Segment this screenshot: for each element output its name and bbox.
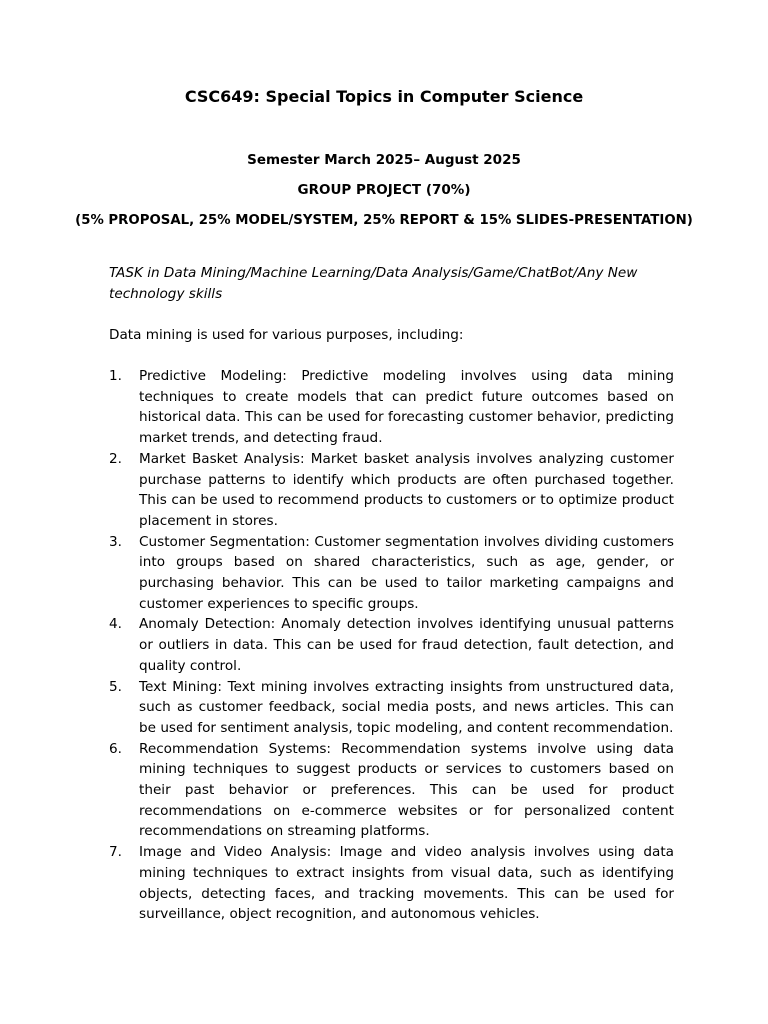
list-item: [109, 532, 674, 615]
project-line: GROUP PROJECT (70%): [297, 182, 471, 198]
list-item-text: Text Mining: Text mining involves extracting insights from unstructured data, such as customer feedback, social media posts, and news articles. This can be used for sentiment analysis, topic modeling, and content recommendation.: [139, 678, 674, 736]
list-item: [109, 366, 674, 449]
semester-line: Semester March 2025– August 2025: [247, 152, 521, 168]
list-item-number: 7.: [109, 844, 122, 861]
list-item-text: Image and Video Analysis: Image and video analysis involves using data mining techniques to extract insights from visual data, such as identifying objects, detecting faces, and tracking movements. This can be used for surveillance, object recognition, and autonomous vehicles.: [139, 844, 674, 923]
purpose-list: [109, 366, 674, 925]
list-item: [109, 677, 674, 739]
list-item-text: Customer Segmentation: Customer segmentation involves dividing customers into groups based on shared characteristics, such as age, gender, or purchasing behavior. This can be used to tailor marketing campaigns and customer experiences to specific groups.: [139, 533, 674, 612]
course-title: CSC649: Special Topics in Computer Science: [184, 87, 584, 106]
grading-breakdown: (5% PROPOSAL, 25% MODEL/SYSTEM, 25% REPORT & 15% SLIDES-PRESENTATION): [75, 213, 693, 228]
list-item-number: 5.: [109, 678, 122, 695]
list-item-text: Market Basket Analysis: Market basket analysis involves analyzing customer purchase patterns to identify which products are often purchased together. This can be used to recommend products to customers or to optimize product placement in stores.: [139, 450, 674, 529]
list-item-number: 1.: [109, 368, 122, 384]
list-item-number: 2.: [109, 450, 122, 467]
list-item: [109, 842, 674, 925]
intro-paragraph: Data mining is used for various purposes, including:: [109, 327, 464, 343]
list-item-text: Predictive Modeling: Predictive modeling involves using data mining techniques to create models that can predict future outcomes based on historical data. This can be used for forecasting customer behavior, predicting market trends, and detecting fraud.: [139, 368, 674, 447]
list-item: [109, 739, 674, 843]
list-item-number: 6.: [109, 740, 122, 757]
list-item: [109, 614, 674, 676]
list-item-number: 3.: [109, 533, 122, 550]
list-item-text: Recommendation Systems: Recommendation systems involve using data mining techniques to suggest products or services to customers based on their past behavior or preferences. This can be used for product recommendations on e-commerce websites or for personalized content recommendations on streaming platforms.: [139, 740, 674, 840]
list-item-number: 4.: [109, 616, 122, 633]
list-item: [109, 449, 674, 532]
list-item-text: Anomaly Detection: Anomaly detection involves identifying unusual patterns or outliers in data. This can be used for fraud detection, fault detection, and quality control.: [139, 616, 674, 674]
task-description: TASK in Data Mining/Machine Learning/Data Analysis/Game/ChatBot/Any New technology skills: [109, 265, 638, 302]
